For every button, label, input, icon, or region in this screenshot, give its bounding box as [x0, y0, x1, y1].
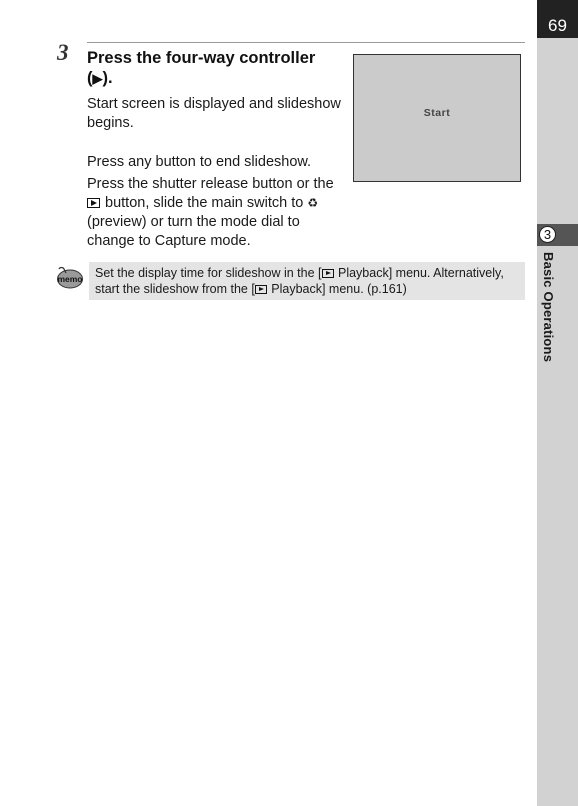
- playback-icon: [255, 285, 267, 294]
- exit-text-prefix: Press the shutter release button or the: [87, 176, 334, 192]
- chapter-title: Basic Operations: [541, 252, 556, 363]
- memo-box: [89, 262, 525, 300]
- top-divider: [87, 42, 525, 43]
- step-paragraph-end: Press any button to end slideshow.: [87, 154, 312, 170]
- chapter-tab: [537, 224, 578, 246]
- step-title: [87, 48, 337, 89]
- step-paragraph-exit: [87, 175, 337, 251]
- step-number: 3: [57, 40, 69, 65]
- chapter-number: 3: [539, 226, 556, 243]
- playback-icon: [87, 198, 100, 208]
- step-title-prefix: Press the four-way controller (: [87, 49, 316, 87]
- camera-screen-illustration: [353, 54, 521, 182]
- page-number-box: [537, 0, 578, 38]
- right-arrow-icon: ▶: [92, 71, 103, 86]
- exit-text-suffix: (preview) or turn the mode dial to change to Capture mode.: [87, 214, 300, 249]
- memo-text: [95, 265, 520, 297]
- memo-text-1: Set the display time for slideshow in the [: [95, 266, 322, 280]
- memo-icon: [56, 265, 83, 289]
- memo-text-2: Playback] menu. Alternatively, start the slideshow from the [: [95, 266, 504, 296]
- chapter-sidebar: [537, 0, 578, 806]
- step-paragraph-start: Start screen is displayed and slideshow begins.: [87, 96, 341, 131]
- memo-text-3: Playback] menu. (p.161): [267, 282, 407, 296]
- playback-icon: [322, 269, 334, 278]
- exit-text-mid: button, slide the main switch to: [101, 195, 308, 211]
- memo-icon-label: memo: [57, 274, 83, 284]
- step-title-suffix: ).: [102, 69, 113, 87]
- preview-icon: ♻: [307, 196, 319, 210]
- page-number: 69: [548, 16, 567, 35]
- screen-start-label: Start: [423, 107, 451, 119]
